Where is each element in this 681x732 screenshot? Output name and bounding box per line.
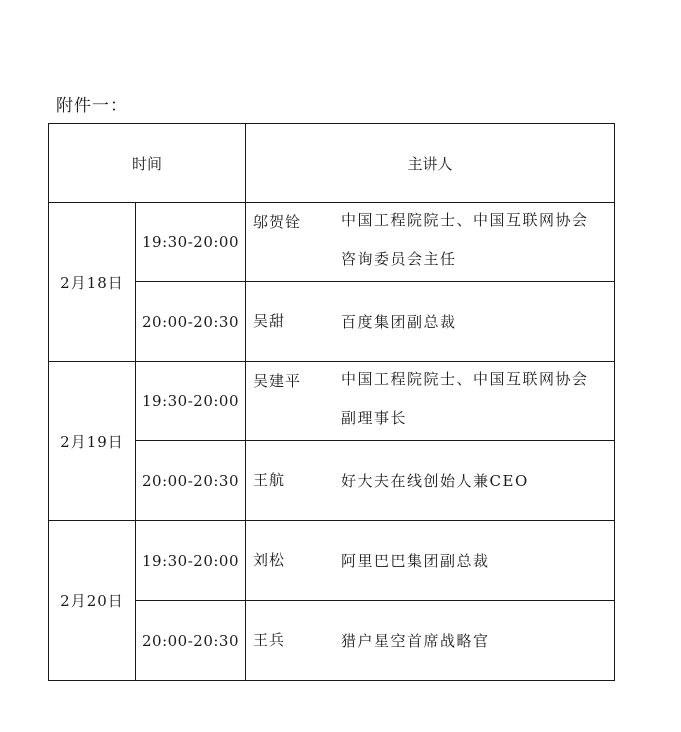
speaker-title: 猎户星空首席战略官 [341, 632, 490, 650]
speaker-cell [246, 601, 615, 681]
speaker-cell [246, 521, 615, 601]
speaker-title: 阿里巴巴集团副总裁 [341, 552, 490, 570]
table-row [49, 362, 615, 441]
attachment-label: 附件一： [56, 96, 128, 116]
time-cell: 20:00-20:30 [136, 601, 246, 681]
speaker-name: 王航 [253, 471, 286, 489]
header-speaker: 主讲人 [246, 124, 615, 203]
speaker-title [341, 201, 614, 279]
speaker-title-line: 副理事长 [341, 409, 408, 427]
speaker-name: 刘松 [253, 551, 286, 569]
speaker-cell [246, 362, 615, 441]
speaker-name: 吴甜 [253, 312, 286, 330]
speaker-title-line: 咨询委员会主任 [341, 250, 457, 268]
time-cell: 20:00-20:30 [136, 282, 246, 362]
speaker-cell [246, 203, 615, 282]
speaker-cell [246, 282, 615, 362]
speaker-cell [246, 441, 615, 521]
date-cell: 2月18日 [49, 203, 136, 362]
speaker-title: 好大夫在线创始人兼CEO [341, 472, 529, 490]
time-cell: 20:00-20:30 [136, 441, 246, 521]
schedule-table [48, 123, 615, 681]
speaker-name: 邬贺铨 [253, 213, 302, 231]
speaker-name: 王兵 [253, 631, 286, 649]
speaker-title-line: 中国工程院院士、中国互联网协会 [341, 211, 589, 229]
table-row [49, 521, 615, 601]
time-cell: 19:30-20:00 [136, 362, 246, 441]
header-time: 时间 [49, 124, 246, 203]
date-cell: 2月20日 [49, 521, 136, 681]
speaker-name: 吴建平 [253, 372, 302, 390]
time-cell: 19:30-20:00 [136, 521, 246, 601]
speaker-title-line: 中国工程院院士、中国互联网协会 [341, 370, 589, 388]
date-cell: 2月19日 [49, 362, 136, 521]
speaker-title: 百度集团副总裁 [341, 313, 457, 331]
table-header-row [49, 124, 615, 203]
speaker-title [341, 360, 614, 438]
time-cell: 19:30-20:00 [136, 203, 246, 282]
table-row [49, 203, 615, 282]
